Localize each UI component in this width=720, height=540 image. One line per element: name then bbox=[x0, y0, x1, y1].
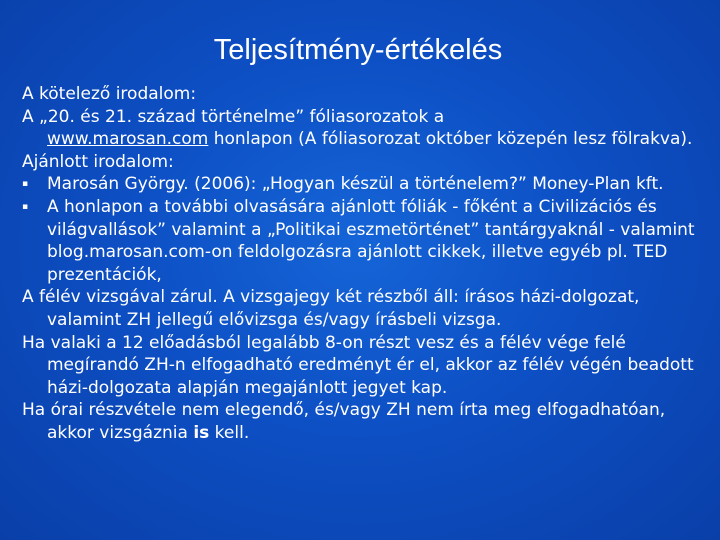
offered-grade-text: Ha valaki a 12 előadásból legalább 8-on részt vesz és a félév vége felé megírandó ZH-n elfogadható eredményt ér el, akkor az félév végén beadott házi-dolgozata alapján megajánlott jegyet kap. bbox=[22, 332, 694, 398]
exam-paragraph bbox=[22, 286, 716, 331]
bullet-item-book bbox=[22, 173, 716, 196]
bullet-item-slides bbox=[22, 196, 716, 286]
exam-text: A félév vizsgával zárul. A vizsgajegy két részből áll: írásos házi-dolgozat, valamint ZH jellegű elővizsga és/vagy írásbeli vizsga. bbox=[22, 287, 640, 330]
required-reading-text: A kötelező irodalom: bbox=[22, 84, 197, 104]
recommended-reading-text: Ajánlott irodalom: bbox=[22, 151, 174, 172]
exam-required-paragraph bbox=[22, 399, 716, 444]
offered-grade-paragraph bbox=[22, 332, 716, 400]
required-reading-text-start: A „20. és 21. század történelme” fóliasorozatok a bbox=[22, 106, 445, 127]
bullet-item-slides-text: A honlapon a további olvasására ajánlott fóliák - főként a Civilizációs és világvallások” valamint a „Politikai eszmetörténet” tantárgyaknál - valamint blog.marosan.com-on feldolgozásra ajánlott cikkek, illetve egyéb pl. TED prezentációk, bbox=[47, 196, 695, 285]
slide-title: Teljesítmény-értékelés bbox=[213, 34, 503, 66]
exam-required-text-start: Ha órai részvétele nem elegendő, és/vagy ZH nem írta meg elfogadhatóan, akkor vizsgáznia bbox=[22, 400, 666, 443]
exam-required-emphasis: is bbox=[193, 422, 210, 443]
slide-body bbox=[22, 83, 716, 445]
bullet-item-book-text: Marosán György. (2006): „Hogyan készül a történelem?” Money-Plan kft. bbox=[47, 174, 664, 195]
exam-required-text-end: kell. bbox=[209, 422, 250, 443]
bullet-icon: ▪ bbox=[22, 179, 29, 190]
required-reading-heading bbox=[22, 83, 716, 106]
recommended-reading-heading bbox=[22, 151, 716, 174]
required-reading-item bbox=[22, 106, 716, 151]
marosan-website-link[interactable]: www.marosan.com bbox=[47, 129, 209, 150]
bullet-icon: ▪ bbox=[22, 201, 29, 212]
required-reading-text-end: honlapon (A fóliasorozat október közepén lesz fölrakva). bbox=[208, 129, 693, 150]
